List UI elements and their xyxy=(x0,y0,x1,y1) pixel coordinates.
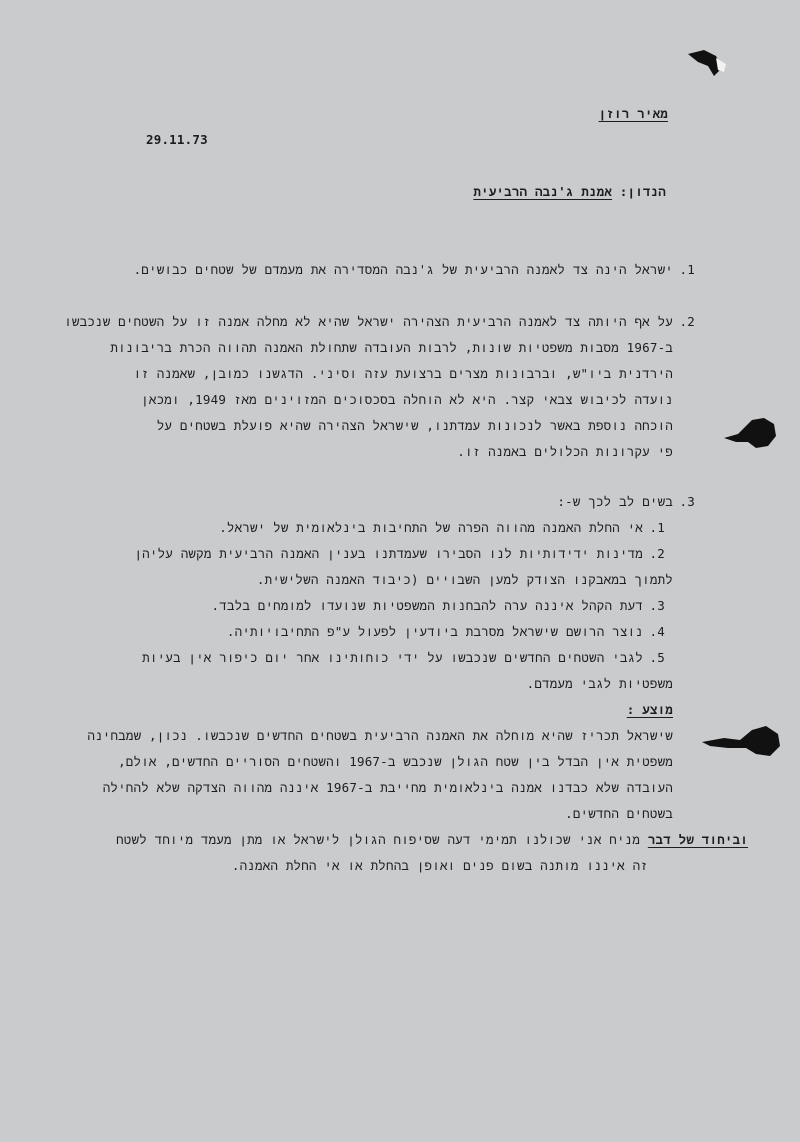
document-date: 29.11.73 xyxy=(146,132,208,147)
item-2-line: ב-1967 מסבות משפטיות שונות, לרבות העובדה שתחולת האמנה תהווה הכרת בריבונות xyxy=(110,340,673,355)
item-1-number: 1. xyxy=(679,262,695,277)
item-2-line: על אף היותה צד לאמנה הרביעית הצהירה ישראל שהיא לא מחלה אמנה זו על השטחים שנכבשו xyxy=(64,314,673,329)
item-2-line: הוכחה נוספת באשר לנכונות עמדתנו, שישראל הצהירה שהיא פועלת בשטחים על xyxy=(156,418,673,433)
subject-label: הנדון: xyxy=(619,184,666,199)
sub-item-line: מדינות ידידותיות לנו הסבירו שעמדתנו בענין האמנה הרביעית מקשה עליהן xyxy=(134,546,643,561)
item-2-line: נועדה לכיבוש צבאי קצר. היא לא הוחלה בסכסוכים המזוינים מאז 1949, ומכאן xyxy=(141,392,673,407)
ink-blot-top xyxy=(686,46,732,82)
proposal-line: בשטחים החדשים. xyxy=(565,806,673,821)
closing-line-text: מניח אני שכולנו תמימי דעה שסיפוח הגולן לישראל או מתן מעמד מיוחד לשטח xyxy=(116,832,641,847)
sub-item-line: דעת הקהל איננה ערה להבחנות המשפטיות שנועדו למומחים בלבד. xyxy=(211,598,643,613)
closing-line xyxy=(116,834,748,847)
proposal-line: משפטית אין הבדל בין שטח הגולן שנכבש ב-1967 והשטחים הסוריים החדשים, אולם, xyxy=(118,754,673,769)
item-1-text: ישראל הינה צד לאמנה הרביעית של ג'נבה המסדירה את מעמדם של שטחים כבושים. xyxy=(133,262,673,277)
sub-item-number: 2. xyxy=(649,546,665,561)
sub-item-number: 1. xyxy=(649,520,665,535)
item-2-line: פי עקרונות הכלולים באמנה זו. xyxy=(457,444,673,459)
sub-item-number: 4. xyxy=(649,624,665,639)
subject-title: אמנת ג'נבה הרביעית xyxy=(473,184,613,199)
item-2-number: 2. xyxy=(679,314,695,329)
sub-item-number: 3. xyxy=(649,598,665,613)
sub-item-line: נוצר הרושם שישראל מסרבת ביודעין לפעול ע"פ התחיבויותיה. xyxy=(226,624,643,639)
subject-line xyxy=(473,186,666,199)
proposal-heading: מוצע : xyxy=(626,702,673,717)
ink-blot-lower xyxy=(700,722,784,762)
sub-item-line: משפטיות לגבי מעמדם. xyxy=(526,676,673,691)
item-3-intro: בשים לב לכך ש-: xyxy=(557,494,673,509)
item-3-number: 3. xyxy=(679,494,695,509)
author-name: מאיר רוזן xyxy=(598,106,668,121)
closing-line: זה איננו מותנה בשום פנים ואופן בהחלת או אי החלת האמנה. xyxy=(231,858,648,873)
proposal-line: העובדה שלא כבדנו אמנה בינלאומית מחייבת ב-1967 איננה מהווה הצדקה שלא להחילה xyxy=(102,780,673,795)
sub-item-number: 5. xyxy=(649,650,665,665)
sub-item-line: לגבי השטחים החדשים שנכבשו על ידי כוחותינו אחר יום כיפור אין בעיות xyxy=(142,650,643,665)
sub-item-line: אי החלת האמנה מהווה הפרה של התחיבות בינלאומית של ישראל. xyxy=(219,520,643,535)
ink-blot-middle xyxy=(722,414,782,454)
closing-emphasis: וביחוד של דבר xyxy=(647,832,748,847)
proposal-line: שישראל תכריז שהיא מוחלה את האמנה הרביעית בשטחים החדשים שנכבשו. נכון, שמבחינה xyxy=(87,728,673,743)
sub-item-line: לתמוך במאבקנו הצודק למען השבויים (כיבוד האמנה השלישית. xyxy=(256,572,673,587)
item-2-line: הירדנית ביו"ש, וברבונות מצרים ברצועת עזה וסיני. הדגשנו כמובן, שאמנה זו xyxy=(133,366,673,381)
